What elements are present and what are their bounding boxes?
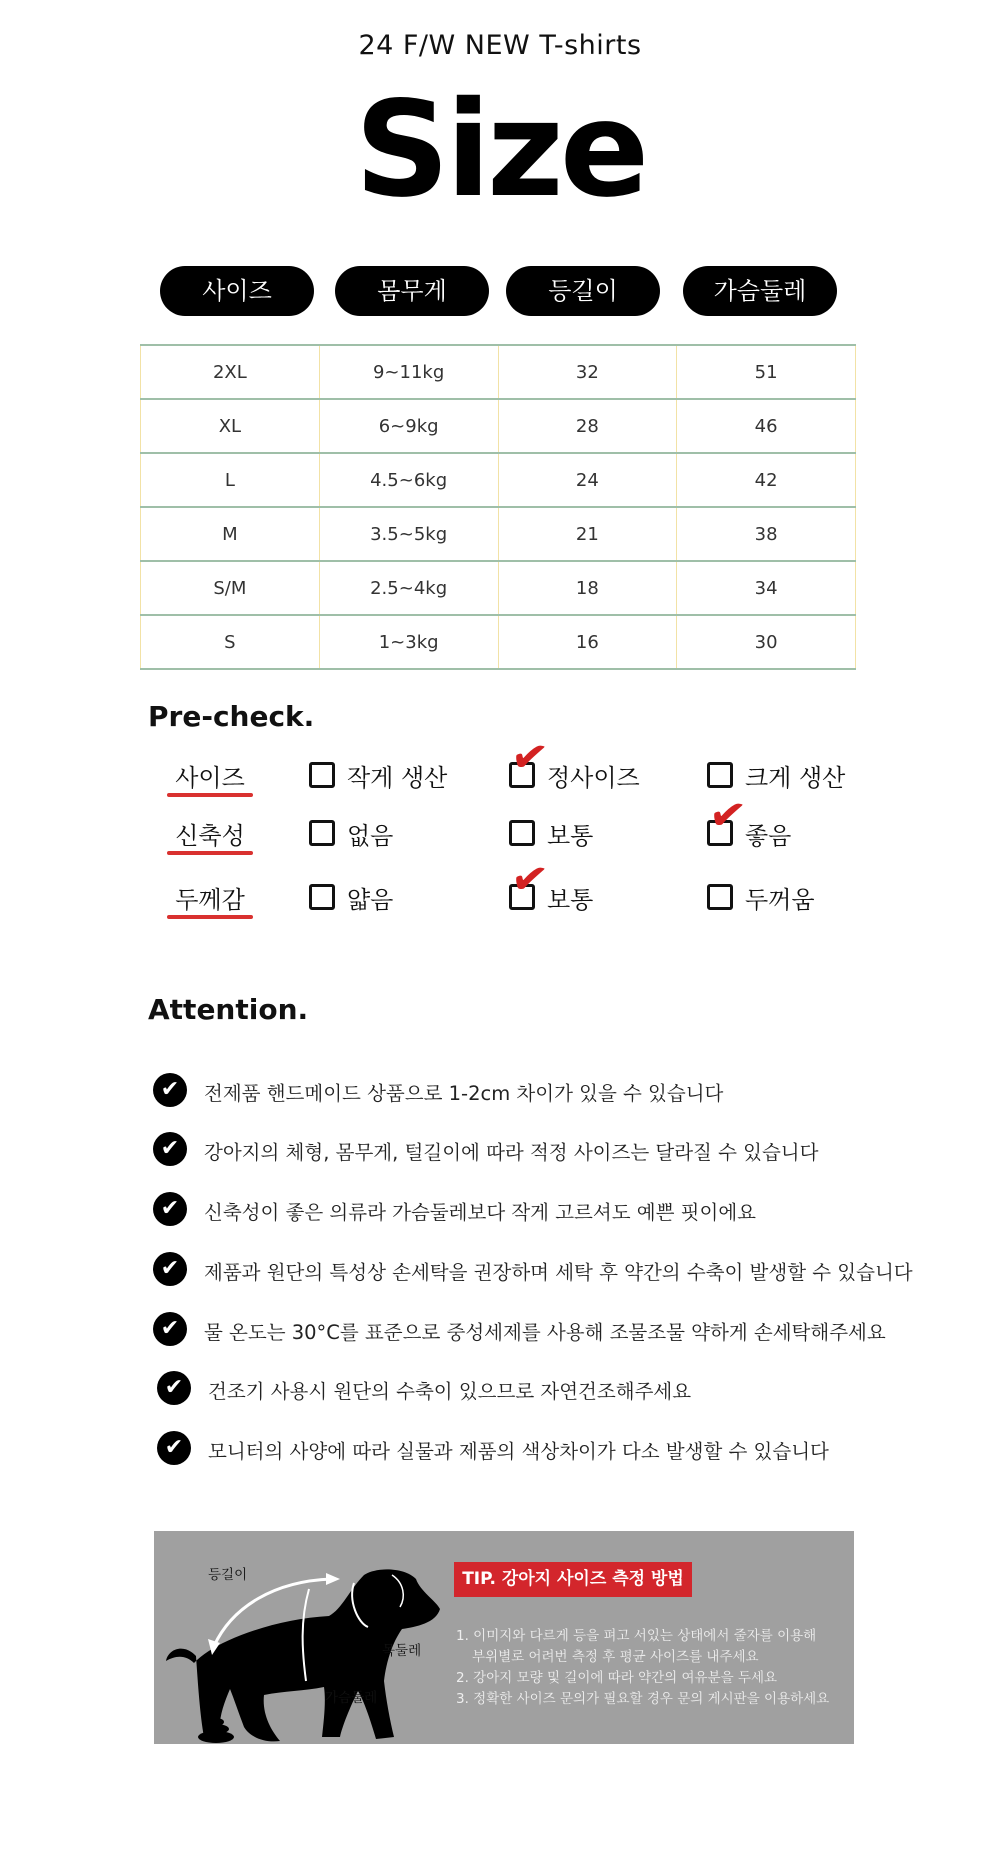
check-mark-icon: ✔ (507, 729, 552, 786)
precheck-option-label: 작게 생산 (347, 764, 448, 792)
check-circle-icon: ✔ (157, 1431, 191, 1465)
table-cell-chest: 34 (677, 561, 856, 615)
tip-line: 부위별로 어려번 측정 후 평균 사이즈를 내주세요 (472, 1649, 759, 1665)
precheck-label-stretch: 신축성 (175, 822, 245, 850)
precheck-option-label: 얇음 (347, 886, 394, 914)
attention-item: 건조기 사용시 원단의 수축이 있으므로 자연건조해주세요 (208, 1380, 692, 1403)
precheck-label-underline (167, 851, 253, 855)
check-mark-icon: ✔ (705, 787, 750, 844)
precheck-checkbox[interactable] (309, 820, 335, 846)
table-cell-chest: 30 (677, 615, 856, 669)
precheck-label-underline (167, 915, 253, 919)
precheck-option-label: 좋음 (745, 822, 792, 850)
table-row (141, 615, 856, 669)
table-cell-size: L (141, 453, 320, 507)
tip-line: 2. 강아지 모량 및 길이에 따라 약간의 여유분을 두세요 (456, 1670, 778, 1686)
check-circle-icon: ✔ (153, 1252, 187, 1286)
size-table (140, 344, 856, 670)
precheck-label-thickness: 두께감 (175, 886, 245, 914)
table-cell-weight: 4.5~6kg (319, 453, 498, 507)
table-row (141, 399, 856, 453)
table-row (141, 561, 856, 615)
page-title: Size (354, 73, 646, 227)
table-cell-size: S (141, 615, 320, 669)
precheck-label-underline (167, 793, 253, 797)
table-cell-chest: 42 (677, 453, 856, 507)
table-row (141, 345, 856, 399)
attention-item: 전제품 핸드메이드 상품으로 1-2cm 차이가 있을 수 있습니다 (204, 1082, 724, 1105)
table-cell-back-length: 16 (498, 615, 677, 669)
table-cell-back-length: 21 (498, 507, 677, 561)
precheck-label-size: 사이즈 (175, 764, 245, 792)
table-cell-back-length: 28 (498, 399, 677, 453)
table-row (141, 507, 856, 561)
attention-item: 제품과 원단의 특성상 손세탁을 권장하며 세탁 후 약간의 수축이 발생할 수 있습니다 (204, 1261, 913, 1284)
table-cell-size: S/M (141, 561, 320, 615)
table-cell-weight: 2.5~4kg (319, 561, 498, 615)
precheck-title: Pre-check. (148, 700, 315, 733)
precheck-option-label: 정사이즈 (547, 764, 640, 792)
table-cell-chest: 38 (677, 507, 856, 561)
header-pill-chest: 가슴둘레 (683, 266, 837, 316)
attention-item: 모니터의 사양에 따라 실물과 제품의 색상차이가 다소 발생할 수 있습니다 (208, 1440, 829, 1463)
precheck-option-label: 보통 (547, 822, 594, 850)
precheck-option-label: 크게 생산 (745, 764, 846, 792)
dog-label-back-length: 등길이 (208, 1567, 248, 1583)
precheck-option-label: 없음 (347, 822, 394, 850)
dog-label-chest: 가슴둘레 (325, 1690, 378, 1706)
check-mark-icon: ✔ (507, 851, 552, 908)
check-circle-icon: ✔ (153, 1132, 187, 1166)
table-cell-size: XL (141, 399, 320, 453)
precheck-checkbox[interactable] (707, 762, 733, 788)
precheck-checkbox[interactable] (509, 820, 535, 846)
attention-item: 신축성이 좋은 의류라 가슴둘레보다 작게 고르셔도 예쁜 핏이에요 (204, 1201, 756, 1224)
table-cell-back-length: 24 (498, 453, 677, 507)
table-row (141, 453, 856, 507)
attention-item: 물 온도는 30°C를 표준으로 중성세제를 사용해 조물조물 약하게 손세탁해주세요 (204, 1321, 886, 1344)
attention-item: 강아지의 체형, 몸무게, 털길이에 따라 적정 사이즈는 달라질 수 있습니다 (204, 1141, 819, 1164)
table-cell-back-length: 32 (498, 345, 677, 399)
header-pill-weight: 몸무게 (335, 266, 489, 316)
precheck-checkbox[interactable] (309, 762, 335, 788)
table-cell-size: 2XL (141, 345, 320, 399)
table-cell-size: M (141, 507, 320, 561)
precheck-option-label: 보통 (547, 886, 594, 914)
precheck-option-label: 두꺼움 (745, 886, 815, 914)
check-circle-icon: ✔ (157, 1371, 191, 1405)
table-cell-weight: 1~3kg (319, 615, 498, 669)
table-cell-weight: 6~9kg (319, 399, 498, 453)
table-cell-weight: 3.5~5kg (319, 507, 498, 561)
table-cell-back-length: 18 (498, 561, 677, 615)
header-pill-back-length: 등길이 (506, 266, 660, 316)
tip-line: 3. 정확한 사이즈 문의가 필요할 경우 문의 게시판을 이용하세요 (456, 1691, 830, 1707)
table-cell-chest: 51 (677, 345, 856, 399)
check-circle-icon: ✔ (153, 1073, 187, 1107)
check-circle-icon: ✔ (153, 1192, 187, 1226)
attention-title: Attention. (148, 993, 309, 1026)
tip-line: 1. 이미지와 다르게 등을 펴고 서있는 상태에서 줄자를 이용해 (456, 1628, 817, 1644)
table-cell-chest: 46 (677, 399, 856, 453)
precheck-checkbox[interactable] (309, 884, 335, 910)
header-pill-size: 사이즈 (160, 266, 314, 316)
dog-label-neck: 목둘레 (382, 1643, 422, 1659)
tip-badge: TIP. 강아지 사이즈 측정 방법 (454, 1562, 692, 1597)
table-cell-weight: 9~11kg (319, 345, 498, 399)
page-subtitle: 24 F/W NEW T-shirts (358, 30, 642, 61)
precheck-checkbox[interactable] (707, 884, 733, 910)
check-circle-icon: ✔ (153, 1312, 187, 1346)
